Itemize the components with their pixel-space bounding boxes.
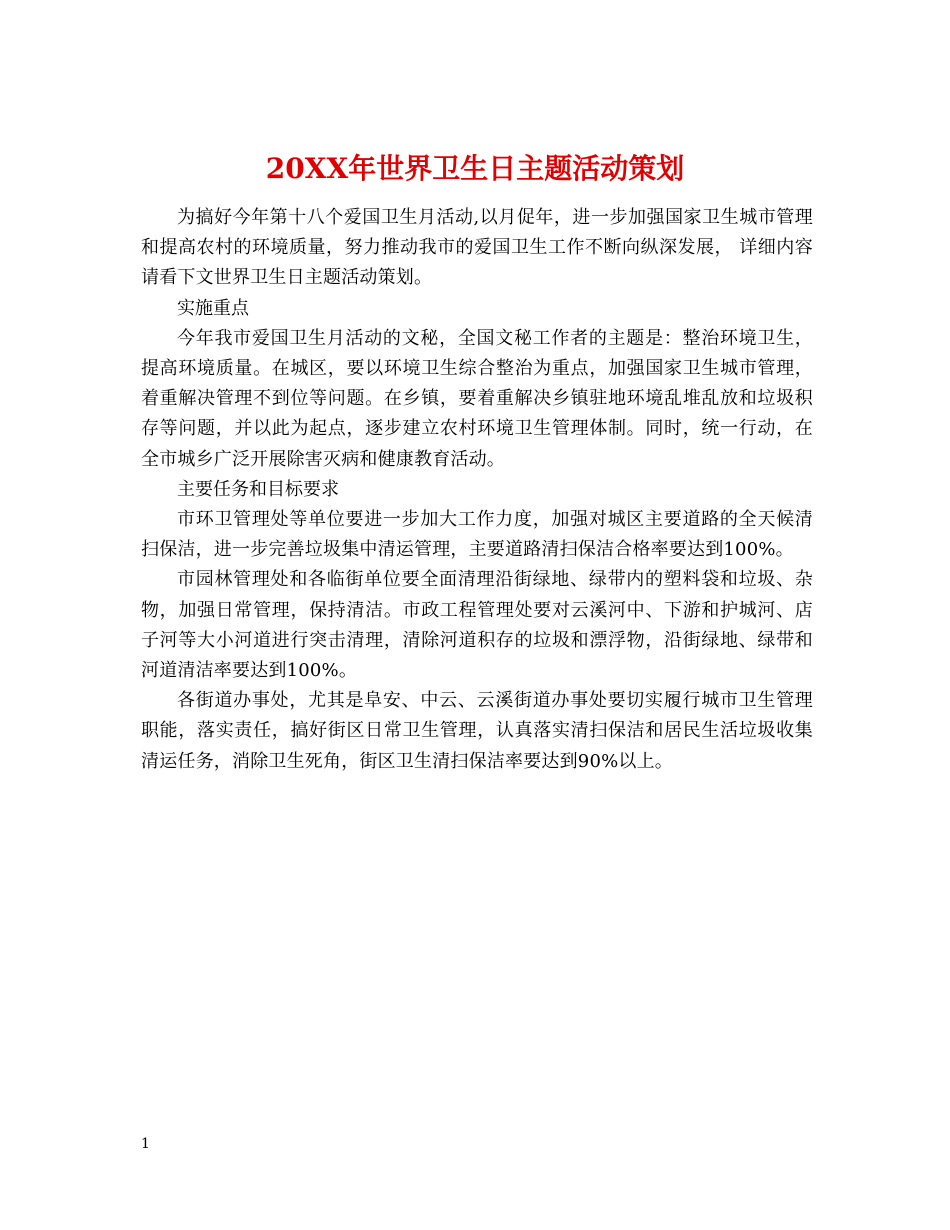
document-title: 20XX年世界卫生日主题活动策划 [265, 151, 685, 185]
implementation-paragraph: 今年我市爱国卫生月活动的文秘，全国文秘工作者的主题是：整治环境卫生，提高环境质量。在城区，要以环境卫生综合整治为重点，加强国家卫生城市管理，着重解决管理不到位等问题。在乡镇，要着重解决乡镇驻地环境乱堆乱放和垃圾积存等问题，并以此为起点，逐步建立农村环境卫生管理体制。同时，统一行动，在全市城乡广泛开展除害灭病和健康教育活动。 [141, 327, 813, 470]
document-body [141, 203, 813, 777]
page-number: 1 [141, 1136, 150, 1152]
tasks-paragraph-sanitation: 市环卫管理处等单位要进一步加大工作力度，加强对城区主要道路的全天候清扫保洁，进一步完善垃圾集中清运管理，主要道路清扫保洁合格率要达到100%。 [141, 509, 813, 561]
section-heading-tasks: 主要任务和目标要求 [177, 478, 339, 500]
tasks-paragraph-gardens-rivers: 市园林管理处和各临街单位要全面清理沿街绿地、绿带内的塑料袋和垃圾、杂物，加强日常管理，保持清洁。市政工程管理处要对云溪河中、下游和护城河、店子河等大小河道进行突击清理，清除河道积存的垃圾和漂浮物，沿街绿地、绿带和河道清洁率要达到100%。 [141, 569, 813, 682]
section-heading-implementation: 实施重点 [177, 297, 249, 319]
intro-paragraph: 为搞好今年第十八个爱国卫生月活动,以月促年，进一步加强国家卫生城市管理和提高农村的环境质量，努力推动我市的爱国卫生工作不断向纵深发展， 详细内容请看下文世界卫生日主题活动策划。 [141, 207, 813, 289]
tasks-paragraph-streets: 各街道办事处，尤其是阜安、中云、云溪街道办事处要切实履行城市卫生管理职能，落实责任，搞好街区日常卫生管理，认真落实清扫保洁和居民生活垃圾收集清运任务，消除卫生死角，街区卫生清扫保洁率要达到90%以上。 [141, 690, 813, 772]
